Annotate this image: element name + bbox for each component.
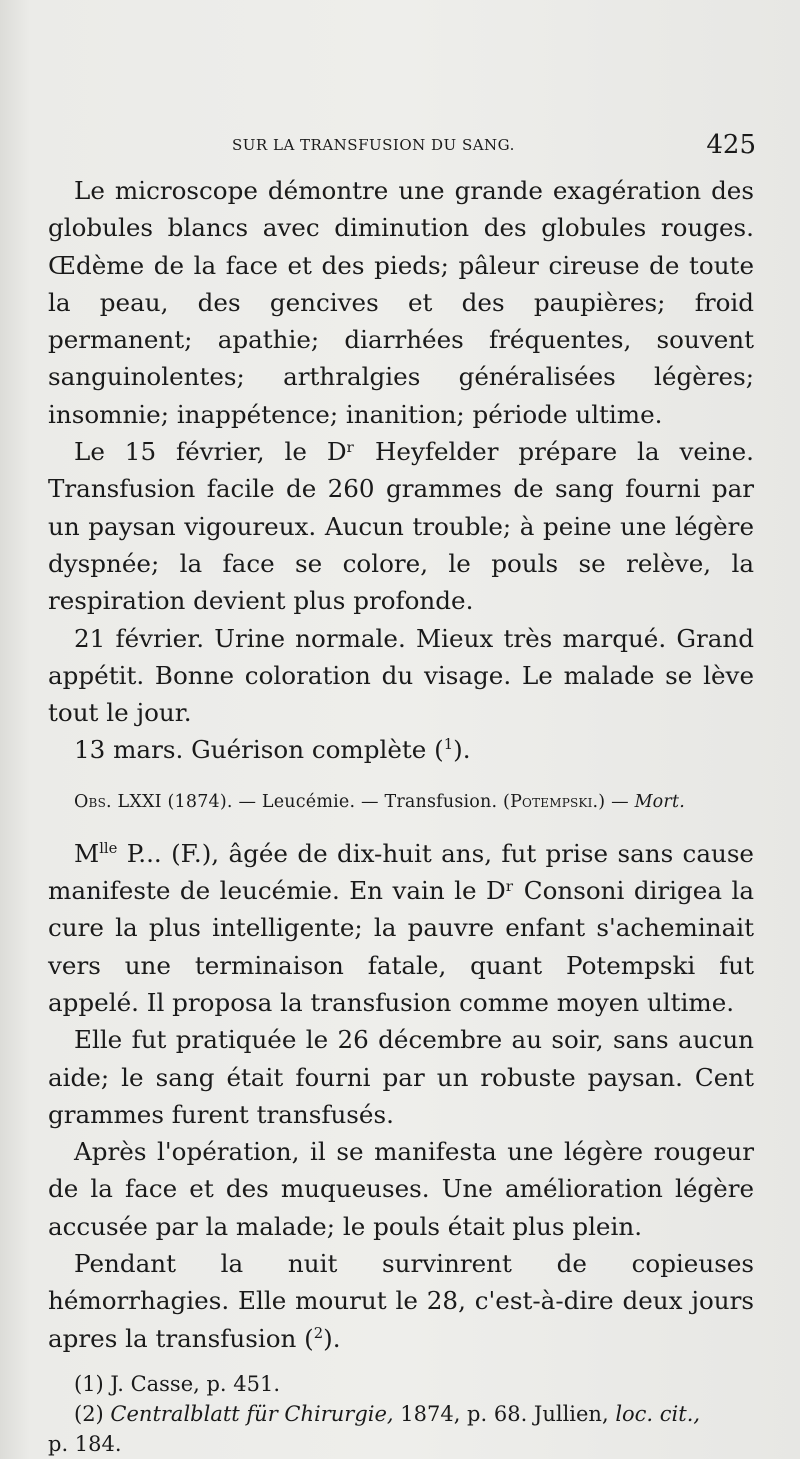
footnote-loc-cit: loc. cit., (615, 1401, 701, 1426)
observation-author: Potempski. (510, 791, 599, 812)
paragraph-text: ). (453, 735, 471, 765)
paragraph-text: M (74, 838, 100, 868)
footnotes (48, 1369, 754, 1459)
footnote-2 (48, 1399, 754, 1429)
page-header (232, 130, 756, 164)
paragraph-march-13 (48, 731, 754, 768)
paragraph-death (48, 1245, 754, 1357)
paragraph-text: 13 mars. Guérison complète ( (74, 735, 444, 765)
title-superscript: lle (99, 839, 118, 857)
paragraph-after: Après l'opération, il se manifesta une légère rougeur de la face et des muqueuses. Une amélioration légère accusée par la malade; le pouls était plus plein. (48, 1137, 754, 1241)
observation-heading (74, 791, 754, 813)
paragraph-text: Pendant la nuit survinrent de copieuses hémorrhagies. Elle mourut le 28, c'est-à-dire deux jours apres la transfusion ( (48, 1249, 754, 1353)
footnote-ref: 2 (313, 1324, 324, 1342)
paragraph-symptoms: Le microscope démontre une grande exagération des globules blancs avec diminution des globules rouges. Œdème de la face et des pieds; pâleur cireuse de toute la peau, des gencives et des paupières; froid permanent; apathie; diarrhées fréquentes, souvent sanguinolentes; arthralgies généralisées légères; insomnie; inappétence; inanition; période ultime. (48, 176, 754, 429)
observation-subject: — Leucémie. — Transfusion. ( (232, 791, 511, 812)
page-number: 425 (706, 130, 756, 160)
observation-separator: ) — (598, 791, 635, 812)
paragraph-procedure: Elle fut pratiquée le 26 décembre au soir, sans aucun aide; le sang était fourni par un robuste paysan. Cent grammes furent transfusés. (48, 1025, 754, 1129)
footnote-text: J. Casse, p. 451. (103, 1371, 281, 1396)
footnote-2-continuation: p. 184. (48, 1431, 122, 1456)
page-body (48, 172, 754, 1459)
footnote-mark: (1) (74, 1371, 104, 1396)
paragraph-feb-21: 21 février. Urine normale. Mieux très marqué. Grand appétit. Bonne coloration du visage. Le malade se lève tout le jour. (48, 623, 754, 728)
footnote-1 (48, 1369, 754, 1399)
footnote-ref: 1 (443, 736, 454, 754)
paragraph-text: P... (F.), âgée de dix-huit ans, fut prise sans cause manifeste de leucémie. En vain le Dʳ Consoni dirigea la cure la plus intelligente; la pauvre enfant s'acheminait vers une terminaison fatale, quant Potempski fut appelé. Il proposa la transfusion comme moyen ultime. (48, 838, 754, 1017)
footnote-mark: (2) (74, 1401, 104, 1426)
running-title: SUR LA TRANSFUSION DU SANG. (232, 136, 515, 154)
observation-number: Obs. LXXI (1874). (74, 791, 233, 812)
footnote-text: 1874, p. 68. Jullien, (393, 1401, 616, 1426)
paragraph-text: ). (323, 1323, 341, 1353)
paragraph-case (48, 835, 754, 1021)
paragraph-transfusion: Le 15 février, le Dʳ Heyfelder prépare la veine. Transfusion facile de 260 grammes de sang fourni par un paysan vigoureux. Aucun trouble; à peine une légère dyspnée; la face se colore, le pouls se relève, la respiration devient plus profonde. (48, 437, 754, 616)
observation-outcome: Mort. (634, 791, 685, 812)
footnote-journal: Centralblatt für Chirurgie, (103, 1401, 394, 1426)
